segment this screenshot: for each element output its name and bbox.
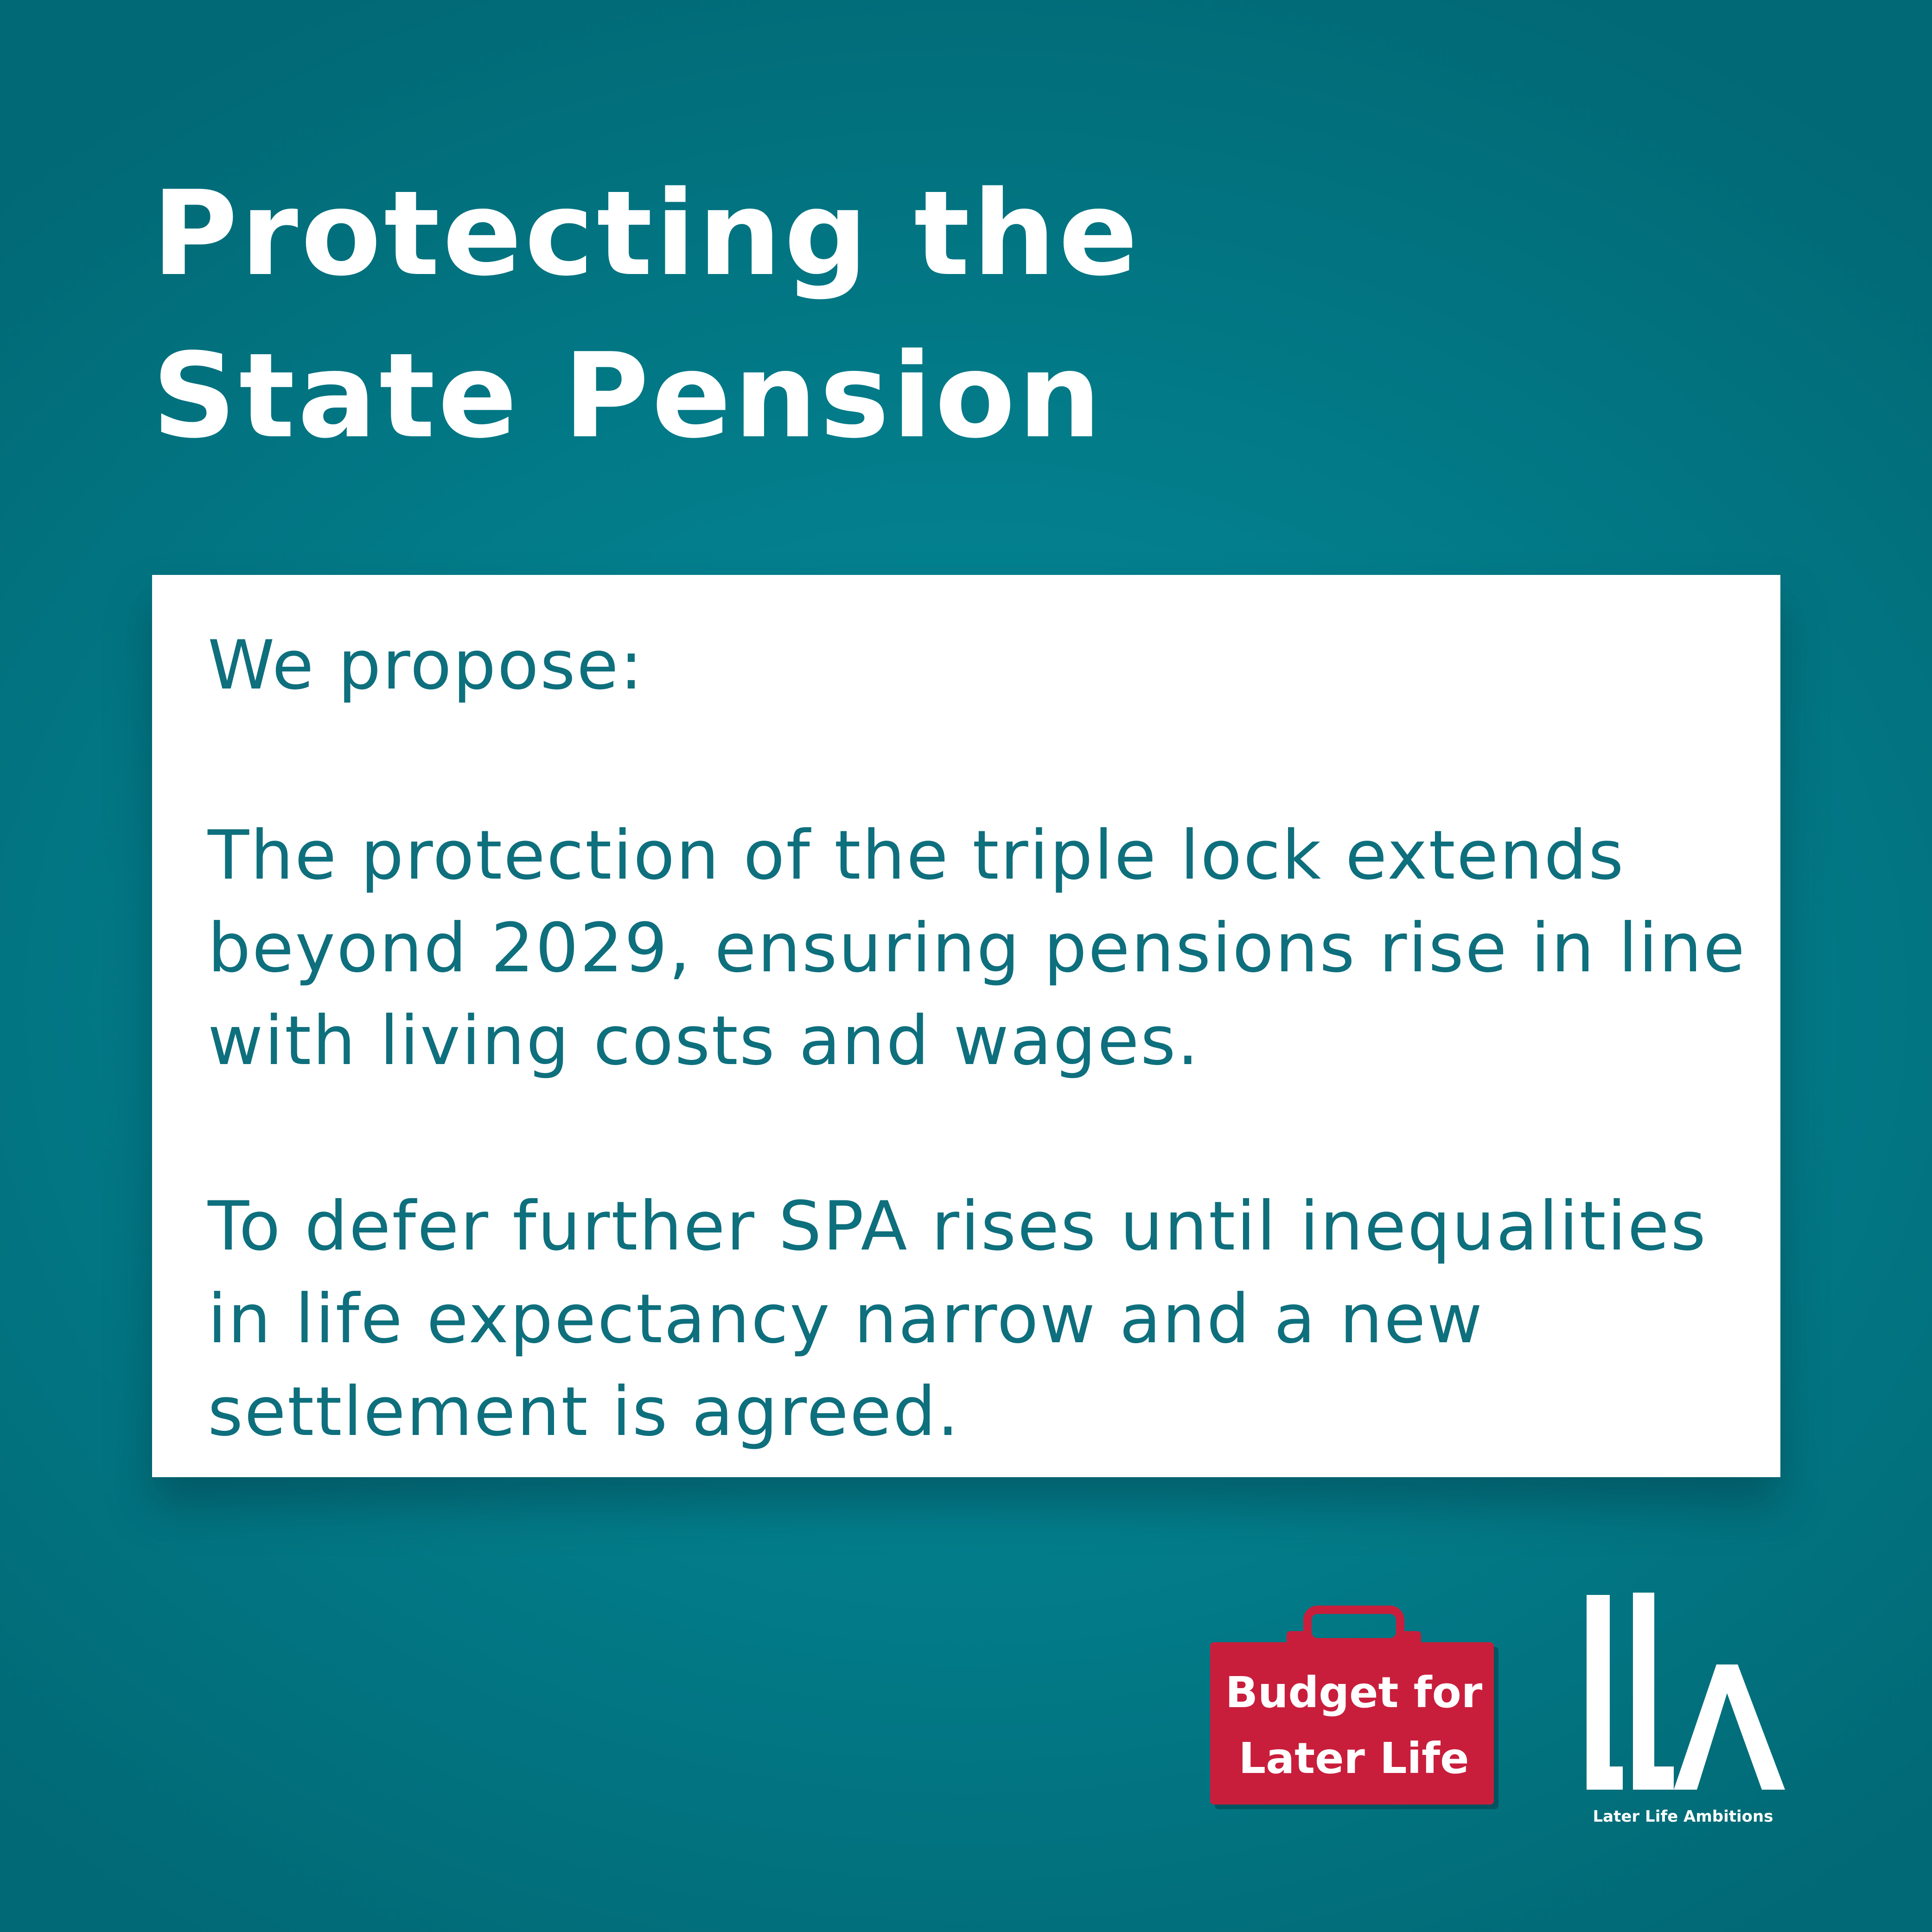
budget-for-later-life-badge	[1205, 1604, 1502, 1813]
point2-line-1: To defer further SPA rises until inequalities	[208, 1187, 1708, 1266]
logo-tagline: Later Life Ambitions	[1593, 1807, 1773, 1826]
proposal-card	[152, 575, 1780, 1477]
badge-label	[1210, 1660, 1498, 1792]
badge-line-2: Later Life	[1238, 1734, 1469, 1783]
badge-line-1: Budget for	[1225, 1668, 1483, 1717]
page-title	[152, 153, 1141, 478]
proposal-point-spa	[208, 1180, 1780, 1458]
point1-line-2: beyond 2029, ensuring pensions rise in line	[208, 909, 1747, 988]
proposal-point-triple-lock	[208, 809, 1780, 1087]
point2-line-3: settlement is agreed.	[208, 1372, 960, 1451]
point2-line-2: in life expectancy narrow and a new	[208, 1280, 1484, 1358]
point1-line-3: with living costs and wages.	[208, 1001, 1200, 1080]
lla-monogram-icon	[1581, 1586, 1785, 1808]
point1-line-1: The protection of the triple lock extends	[208, 816, 1625, 895]
proposal-intro: We propose:	[208, 626, 644, 705]
title-line-1: Protecting the	[152, 166, 1141, 302]
lla-logo	[1581, 1586, 1785, 1845]
title-line-2: State Pension	[152, 328, 1104, 464]
